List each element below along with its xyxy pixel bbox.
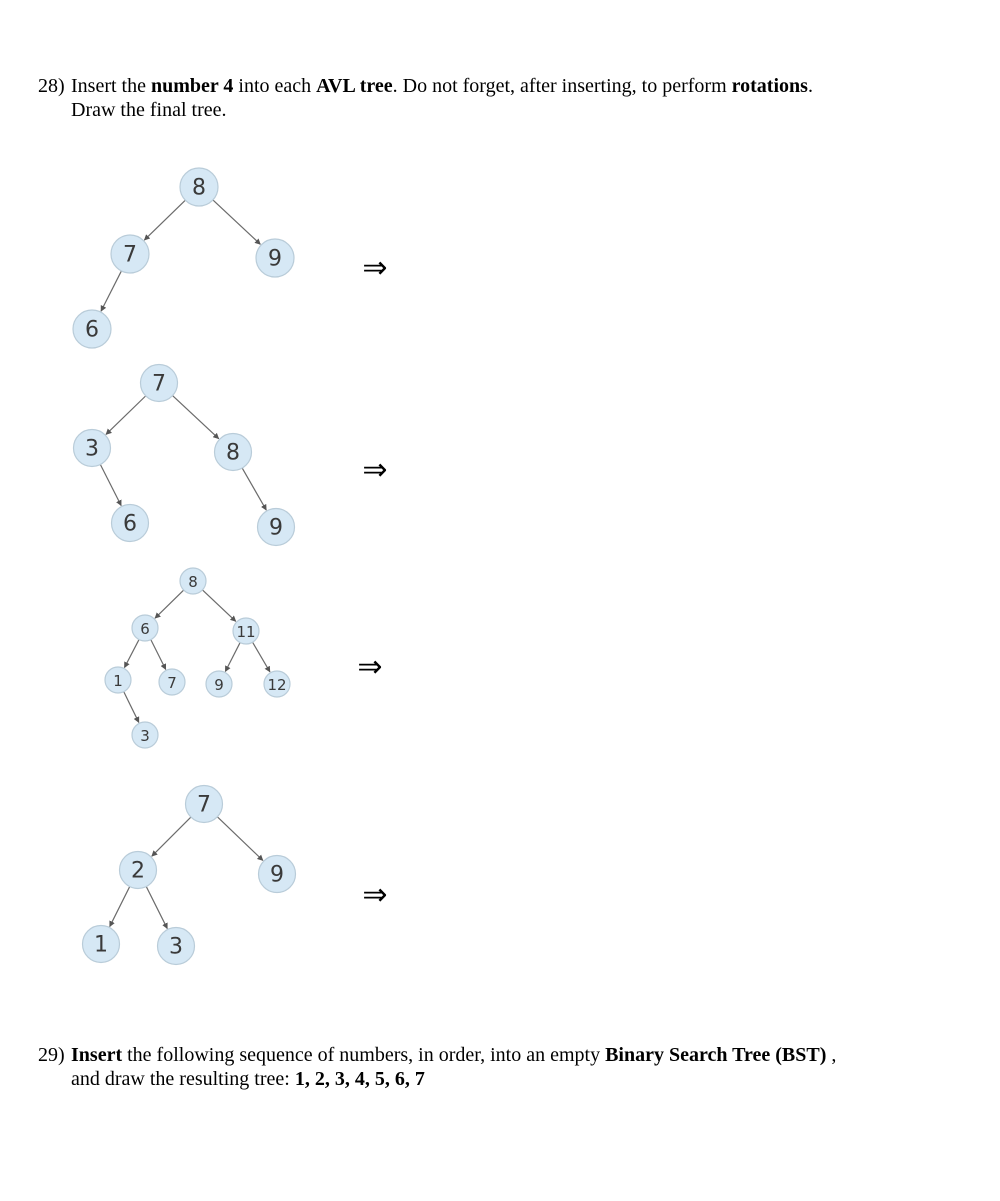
- tree-node-label: 7: [197, 792, 211, 818]
- tree-edge: [124, 692, 139, 723]
- avl-tree-3: [105, 568, 383, 748]
- tree-node-label: 7: [167, 674, 177, 692]
- tree-edge: [217, 817, 263, 861]
- text-run: into each: [233, 75, 317, 97]
- avl-tree-2: [74, 365, 388, 546]
- text-run: the following sequence of numbers, in order, into an empty: [122, 1044, 606, 1066]
- tree-node-label: 2: [131, 858, 145, 884]
- tree-node-label: 6: [85, 317, 99, 343]
- implies-arrow-icon: ⇒: [362, 250, 388, 286]
- implies-arrow-icon: ⇒: [362, 877, 388, 913]
- question-text: [71, 1043, 938, 1091]
- tree-edge: [213, 200, 261, 244]
- question-number: 28): [38, 75, 65, 97]
- bold-text: rotations: [731, 75, 808, 97]
- tree-node-label: 6: [140, 620, 150, 638]
- text-run: . Do not forget, after inserting, to perform: [392, 75, 732, 97]
- tree-node-label: 9: [269, 515, 283, 541]
- avl-tree-4: [83, 786, 388, 965]
- tree-node-label: 12: [267, 676, 287, 694]
- tree-node-label: 1: [94, 932, 108, 958]
- implies-arrow-icon: ⇒: [357, 649, 383, 685]
- tree-edge: [253, 642, 270, 672]
- bold-text: 1, 2, 3, 4, 5, 6, 7: [294, 1068, 425, 1090]
- tree-node-label: 3: [169, 934, 183, 960]
- text-run: and draw the resulting tree:: [71, 1068, 295, 1090]
- bold-text: Binary Search Tree (BST): [605, 1044, 827, 1066]
- tree-node-label: 3: [85, 436, 99, 462]
- tree-node-label: 8: [188, 573, 198, 591]
- bold-text: number 4: [150, 75, 234, 97]
- bold-text: AVL tree: [316, 75, 393, 97]
- tree-node-label: 8: [226, 440, 240, 466]
- text-run: ,: [826, 1044, 837, 1066]
- tree-node-label: 9: [268, 246, 282, 272]
- tree-node-label: 1: [113, 672, 123, 690]
- tree-edge: [124, 640, 139, 668]
- tree-node-label: 11: [236, 623, 256, 641]
- tree-edge: [225, 643, 240, 672]
- tree-edge: [202, 590, 235, 621]
- tree-edge: [106, 396, 146, 435]
- tree-node-label: 3: [140, 727, 150, 745]
- tree-node-label: 7: [152, 371, 166, 397]
- avl-tree-1: [73, 168, 388, 348]
- tree-edge: [100, 465, 121, 506]
- tree-edge: [152, 817, 191, 856]
- bold-text: Insert: [71, 1044, 123, 1066]
- text-run: Insert the: [71, 75, 151, 97]
- question-29: [38, 1043, 938, 1091]
- tree-edge: [144, 200, 185, 240]
- tree-node-label: 9: [270, 862, 284, 888]
- text-run: .: [807, 75, 813, 97]
- tree-edge: [173, 396, 219, 439]
- question-number: 29): [38, 1044, 65, 1066]
- tree-edge: [155, 590, 184, 618]
- tree-node-label: 8: [192, 175, 206, 201]
- tree-edge: [151, 640, 166, 670]
- tree-edge: [242, 468, 266, 510]
- tree-node-label: 6: [123, 511, 137, 537]
- tree-edge: [146, 887, 167, 929]
- text-run: Draw the final tree.: [71, 99, 227, 121]
- tree-edge: [101, 271, 121, 311]
- tree-edge: [110, 887, 130, 927]
- implies-arrow-icon: ⇒: [362, 452, 388, 488]
- tree-node-label: 9: [214, 676, 224, 694]
- tree-node-label: 7: [123, 242, 137, 268]
